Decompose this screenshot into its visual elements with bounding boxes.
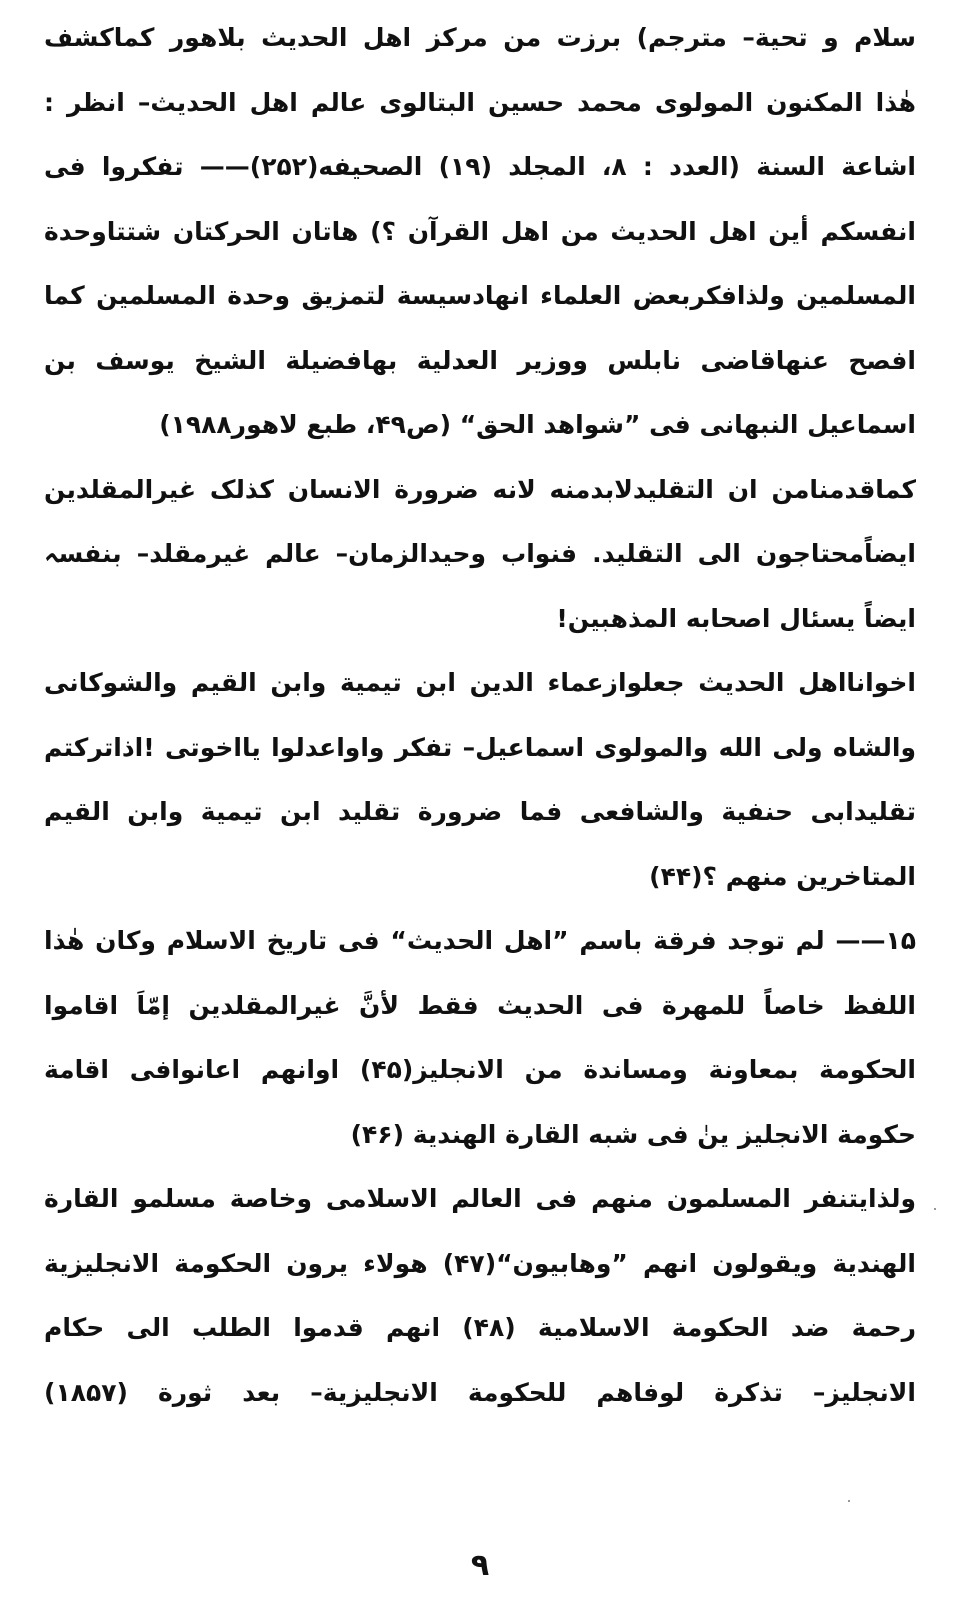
text-line: کماقدمنامن ان التقلیدلابدمنه لانه ضرورة الانسان کذلک غیرالمقلدین (44, 474, 916, 504)
body-text (44, 6, 916, 1425)
text-line: الهندیة ویقولون انهم ”وهابیون“(۴۷) هولاء یرون الحکومة الانجلیزیة (44, 1248, 916, 1278)
text-line: اشاعة السنة (العدد : ۸، المجلد (۱۹) الصحیفه(۲۵۲)—— تفکروا فی (44, 152, 916, 181)
text-line: تقلیدابی حنفیة والشافعی فما ضرورة تقلید ابن تیمیة وابن القیم (44, 797, 916, 826)
text-line: المتاخرین منهم ؟(۴۴) (649, 861, 916, 891)
text-line: افصح عنهاقاضی نابلس ووزیر العدلیة بهافضیلة الشیخ یوسف بن (44, 345, 916, 375)
text-line: هٰذا المکنون المولوی محمد حسین البتالوی عالم اهل الحدیث– انظر : (44, 87, 916, 117)
text-line: ۱۵—— لم توجد فرقة باسم ”اهل الحدیث“ فی تاریخ الاسلام وکان هٰذا (44, 926, 916, 955)
scan-speck (848, 1500, 850, 1502)
text-line: ایضاً یسئال اصحابه المذهبین! (556, 603, 916, 633)
text-line: اسماعیل النبهانی فی ”شواهد الحق“ (ص۴۹، طبع لاهور۱۹۸۸) (159, 410, 916, 439)
text-line: الانجلیز– تذکرة لوفاهم للحکومة الانجلیزیة– بعد ثورة (۱۸۵۷) (44, 1377, 916, 1407)
text-line: رحمة ضد الحکومة الاسلامیة (۴۸) انهم قدموا الطلب الی حکام (44, 1313, 916, 1342)
text-line: اخوانااهل الحدیث جعلوازعماء الدین ابن تیمیة وابن القیم والشوکانی (44, 668, 916, 697)
scan-speck (934, 1208, 936, 1210)
text-line: سلام و تحیة– مترجم) برزت من مرکز اهل الحدیث بلاهور کماکشف (44, 23, 916, 52)
text-line: المسلمین ولذافکربعض العلماء انهادسیسة لتمزیق وحدة المسلمین کما (44, 281, 916, 310)
text-line: اللفظ خاصاً للمهرة فی الحدیث فقط لأنَّ غیرالمقلدین إمّاَ اقاموا (44, 990, 916, 1020)
text-line: انفسکم أین اهل الحدیث من اهل القرآن ؟) هاتان الحرکتان شتتاوحدة (44, 216, 916, 246)
page-number: ۹ (470, 1548, 490, 1583)
text-line: ولذایتنفر المسلمون منهم فی العالم الاسلامی وخاصة مسلمو القارة (44, 1184, 916, 1213)
text-line: الحکومة بمعاونة ومساندة من الانجلیز(۴۵) اوانهم اعانوافی اقامة (44, 1055, 916, 1084)
text-line: حکومة الانجلیز ینٰ فی شبه القارة الهندیة (۴۶) (350, 1119, 916, 1149)
text-line: والشاه ولی الله والمولوی اسماعیل– تفکر واواعدلوا یااخوتی !اذاترکتم (44, 732, 916, 762)
text-line: ایضاًمحتاجون الی التقلید. فنواب وحیدالزمان– عالم غیرمقلد– بنفسہ (44, 539, 916, 568)
